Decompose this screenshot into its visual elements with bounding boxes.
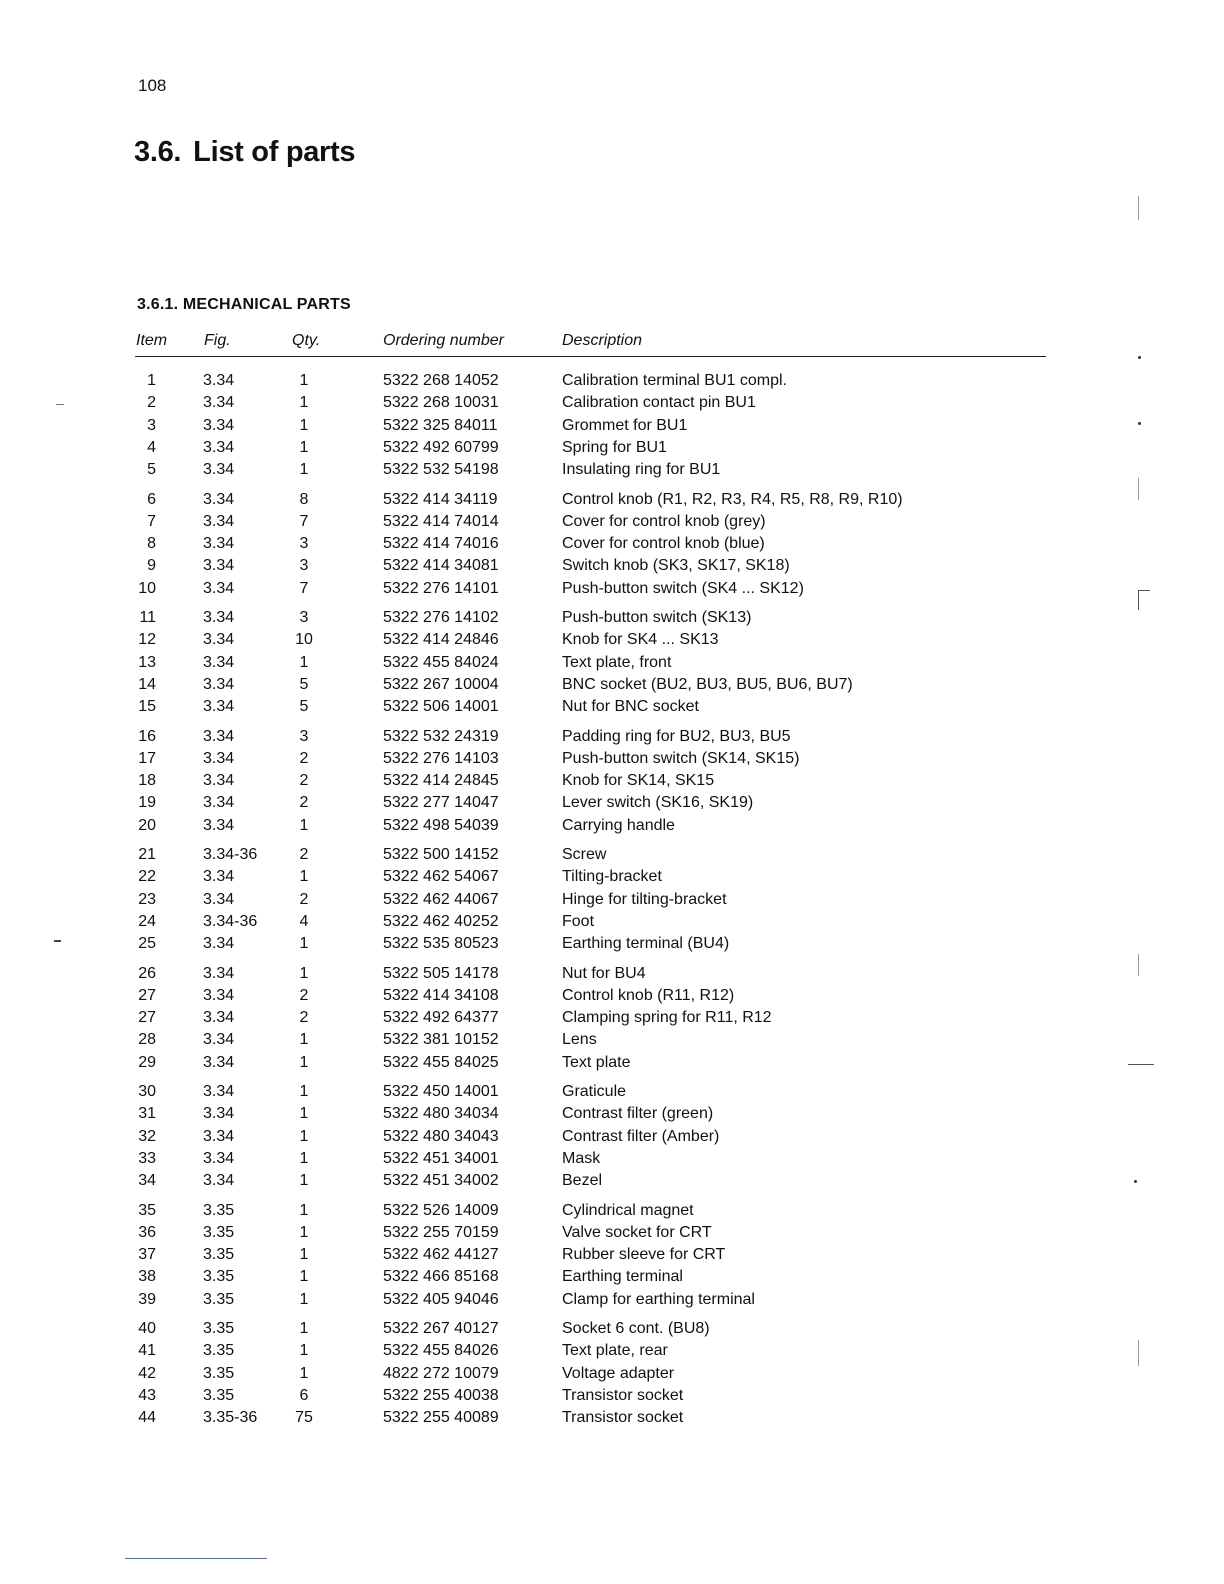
cell-description: Grommet for BU1: [562, 416, 688, 434]
scan-artifact: [1138, 954, 1139, 976]
cell-item: 7: [147, 512, 156, 530]
cell-qty: 2: [299, 890, 309, 908]
cell-qty: 5: [299, 675, 309, 693]
cell-description: Clamp for earthing terminal: [562, 1290, 755, 1308]
cell-item: 25: [138, 935, 156, 953]
cell-description: Hinge for tilting-bracket: [562, 890, 727, 908]
cell-qty: 1: [299, 372, 309, 389]
table-row: [0, 792, 1224, 813]
cell-qty: 2: [299, 1009, 309, 1027]
cell-qty: 1: [299, 1268, 309, 1286]
section-number: 3.6.: [134, 136, 182, 168]
cell-description: Push-button switch (SK14, SK15): [562, 749, 800, 767]
cell-ordering-number: 5322 526 14009: [383, 1201, 499, 1219]
page-number: 108: [138, 76, 167, 95]
table-row: [0, 1007, 1224, 1028]
cell-ordering-number: 5322 381 10152: [383, 1031, 499, 1049]
cell-item: 27: [138, 1009, 156, 1027]
table-row: [0, 578, 1224, 599]
cell-qty: 1: [299, 964, 309, 982]
cell-ordering-number: 5322 276 14103: [383, 749, 499, 767]
cell-description: Lever switch (SK16, SK19): [562, 794, 754, 812]
table-row: [0, 1103, 1224, 1124]
cell-description: Control knob (R11, R12): [562, 986, 735, 1004]
cell-fig: 3.34: [203, 964, 235, 982]
cell-item: 29: [138, 1053, 156, 1071]
cell-item: 41: [138, 1342, 156, 1360]
cell-fig: 3.34: [203, 1053, 235, 1071]
table-row: [0, 1222, 1224, 1243]
cell-item: 16: [138, 727, 156, 745]
cell-qty: 3: [299, 557, 309, 575]
cell-description: Screw: [562, 846, 607, 863]
scan-artifact: [1138, 422, 1141, 425]
table-row: [0, 1266, 1224, 1287]
cell-description: Valve socket for CRT: [562, 1223, 712, 1241]
column-header-qty: Qty.: [292, 332, 321, 349]
cell-description: Transistor socket: [562, 1386, 684, 1404]
cell-fig: 3.35: [203, 1320, 235, 1337]
cell-qty: 8: [299, 490, 309, 508]
table-row: [0, 1289, 1224, 1310]
cell-qty: 1: [299, 438, 309, 456]
scan-artifact: [54, 940, 61, 942]
cell-fig: 3.35: [203, 1201, 235, 1219]
cell-ordering-number: 5322 414 34108: [383, 986, 499, 1004]
cell-description: Cover for control knob (blue): [562, 535, 765, 553]
cell-ordering-number: 5322 414 74014: [383, 512, 499, 530]
cell-description: Knob for SK4 ... SK13: [562, 631, 719, 649]
cell-fig: 3.34: [203, 1031, 235, 1049]
cell-ordering-number: 5322 492 60799: [383, 438, 499, 456]
cell-ordering-number: 5322 505 14178: [383, 964, 499, 982]
cell-qty: 1: [299, 868, 309, 886]
cell-fig: 3.34: [203, 461, 235, 479]
table-row: [0, 1244, 1224, 1265]
cell-qty: 1: [299, 1342, 309, 1360]
table-row: [0, 1318, 1224, 1339]
cell-ordering-number: 5322 480 34043: [383, 1127, 499, 1145]
cell-qty: 1: [299, 1172, 309, 1190]
cell-description: Nut for BNC socket: [562, 698, 699, 716]
cell-description: Carrying handle: [562, 816, 675, 834]
cell-fig: 3.34: [203, 816, 235, 834]
table-row: [0, 1363, 1224, 1384]
cell-qty: 4: [299, 912, 309, 930]
cell-ordering-number: 5322 462 40252: [383, 912, 499, 930]
table-row: [0, 1200, 1224, 1221]
cell-fig: 3.34: [203, 490, 235, 508]
cell-ordering-number: 5322 466 85168: [383, 1268, 499, 1286]
cell-description: Knob for SK14, SK15: [562, 772, 715, 790]
table-row: [0, 985, 1224, 1006]
cell-item: 19: [138, 794, 156, 812]
table-row: [0, 770, 1224, 791]
cell-description: Voltage adapter: [562, 1364, 675, 1382]
cell-item: 33: [138, 1149, 156, 1167]
cell-qty: 1: [299, 816, 309, 834]
cell-ordering-number: 5322 255 40038: [383, 1386, 499, 1404]
cell-fig: 3.34: [203, 438, 235, 456]
cell-item: 27: [138, 986, 156, 1004]
cell-fig: 3.35: [203, 1246, 235, 1264]
table-row: [0, 889, 1224, 910]
cell-item: 44: [138, 1409, 156, 1427]
cell-ordering-number: 5322 325 84011: [383, 416, 498, 434]
cell-item: 14: [138, 675, 156, 693]
cell-description: Insulating ring for BU1: [562, 461, 721, 479]
cell-qty: 1: [299, 1105, 309, 1123]
cell-description: Calibration terminal BU1 compl.: [562, 372, 787, 389]
cell-ordering-number: 5322 492 64377: [383, 1009, 499, 1027]
cell-qty: 1: [299, 394, 309, 412]
scan-artifact: [1138, 356, 1141, 359]
cell-item: 28: [138, 1031, 156, 1049]
cell-description: Calibration contact pin BU1: [562, 394, 756, 412]
cell-fig: 3.34: [203, 1149, 235, 1167]
cell-qty: 1: [299, 461, 309, 479]
table-row: [0, 629, 1224, 650]
cell-ordering-number: 5322 462 44067: [383, 890, 499, 908]
cell-item: 18: [138, 772, 156, 790]
cell-ordering-number: 5322 276 14101: [383, 579, 499, 597]
cell-item: 22: [138, 868, 156, 886]
cell-qty: 1: [299, 1053, 309, 1071]
cell-ordering-number: 5322 277 14047: [383, 794, 499, 812]
cell-ordering-number: 5322 405 94046: [383, 1290, 499, 1308]
cell-item: 32: [138, 1127, 156, 1145]
cell-ordering-number: 5322 414 24846: [383, 631, 499, 649]
cell-description: Nut for BU4: [562, 964, 646, 982]
table-row: [0, 844, 1224, 865]
cell-qty: 2: [299, 794, 309, 812]
cell-qty: 3: [299, 535, 309, 553]
cell-ordering-number: 5322 498 54039: [383, 816, 499, 834]
footer-rule: [125, 1558, 267, 1559]
cell-item: 1: [147, 372, 156, 389]
table-row: [0, 1148, 1224, 1169]
cell-item: 40: [138, 1320, 156, 1337]
table-row: [0, 1340, 1224, 1361]
cell-item: 23: [138, 890, 156, 908]
cell-fig: 3.34: [203, 675, 235, 693]
cell-ordering-number: 5322 480 34034: [383, 1105, 499, 1123]
cell-fig: 3.35: [203, 1386, 235, 1404]
cell-fig: 3.35-36: [203, 1409, 258, 1427]
cell-description: Text plate: [562, 1053, 631, 1071]
cell-item: 37: [138, 1246, 156, 1264]
cell-fig: 3.34: [203, 868, 235, 886]
cell-ordering-number: 5322 532 54198: [383, 461, 499, 479]
table-row: [0, 866, 1224, 887]
table-row: [0, 555, 1224, 576]
cell-item: 9: [147, 557, 156, 575]
cell-qty: 6: [299, 1386, 309, 1404]
cell-fig: 3.34: [203, 416, 235, 434]
cell-description: Tilting-bracket: [562, 868, 662, 886]
cell-description: Cylindrical magnet: [562, 1201, 694, 1219]
cell-item: 4: [147, 438, 156, 456]
table-row: [0, 1052, 1224, 1073]
cell-fig: 3.34: [203, 579, 235, 597]
cell-ordering-number: 5322 455 84024: [383, 653, 499, 671]
cell-description: Mask: [562, 1149, 601, 1167]
cell-description: Contrast filter (green): [562, 1105, 714, 1123]
cell-qty: 5: [299, 698, 309, 716]
cell-item: 21: [138, 846, 156, 863]
cell-description: Control knob (R1, R2, R3, R4, R5, R8, R9, R10): [562, 490, 903, 508]
cell-item: 5: [147, 461, 156, 479]
cell-fig: 3.35: [203, 1290, 235, 1308]
cell-fig: 3.34: [203, 890, 235, 908]
scan-artifact: [1138, 196, 1139, 220]
cell-qty: 2: [299, 846, 309, 863]
cell-ordering-number: 5322 451 34001: [383, 1149, 499, 1167]
cell-ordering-number: 5322 276 14102: [383, 609, 499, 626]
cell-fig: 3.34: [203, 772, 235, 790]
cell-ordering-number: 5322 268 10031: [383, 394, 499, 412]
cell-item: 15: [138, 698, 156, 716]
scan-artifact: [1138, 478, 1139, 500]
cell-fig: 3.34: [203, 986, 235, 1004]
cell-ordering-number: 5322 455 84025: [383, 1053, 499, 1071]
table-row: [0, 370, 1224, 391]
cell-ordering-number: 5322 500 14152: [383, 846, 499, 863]
cell-fig: 3.34: [203, 1009, 235, 1027]
cell-item: 3: [147, 416, 156, 434]
cell-qty: 1: [299, 653, 309, 671]
cell-ordering-number: 5322 414 24845: [383, 772, 499, 790]
table-row: [0, 1081, 1224, 1102]
cell-item: 17: [138, 749, 156, 767]
cell-fig: 3.35: [203, 1223, 235, 1241]
cell-description: Lens: [562, 1031, 597, 1049]
table-row: [0, 392, 1224, 413]
cell-description: Padding ring for BU2, BU3, BU5: [562, 727, 791, 745]
cell-qty: 1: [299, 1320, 309, 1337]
cell-qty: 7: [299, 579, 309, 597]
table-row: [0, 911, 1224, 932]
table-row: [0, 1126, 1224, 1147]
cell-description: Text plate, front: [562, 653, 672, 671]
cell-ordering-number: 5322 255 70159: [383, 1223, 499, 1241]
cell-fig: 3.34: [203, 1083, 235, 1100]
table-row: [0, 963, 1224, 984]
cell-fig: 3.34: [203, 698, 235, 716]
cell-description: Switch knob (SK3, SK17, SK18): [562, 557, 790, 575]
cell-qty: 1: [299, 935, 309, 953]
cell-item: 12: [138, 631, 156, 649]
cell-ordering-number: 5322 450 14001: [383, 1083, 499, 1100]
cell-item: 35: [138, 1201, 156, 1219]
scan-artifact: [1138, 590, 1139, 610]
cell-fig: 3.34: [203, 372, 235, 389]
subsection-heading: 3.6.1. MECHANICAL PARTS: [137, 296, 351, 313]
scan-artifact: [1138, 1340, 1139, 1366]
cell-description: Rubber sleeve for CRT: [562, 1246, 726, 1264]
cell-ordering-number: 5322 462 44127: [383, 1246, 499, 1264]
column-header-ordering-number: Ordering number: [383, 332, 504, 349]
table-row: [0, 1170, 1224, 1191]
cell-qty: 3: [299, 727, 309, 745]
cell-item: 24: [138, 912, 156, 930]
cell-description: Contrast filter (Amber): [562, 1127, 720, 1145]
table-row: [0, 1407, 1224, 1428]
cell-description: Graticule: [562, 1083, 627, 1100]
cell-item: 34: [138, 1172, 156, 1190]
cell-fig: 3.34-36: [203, 912, 258, 930]
cell-item: 11: [139, 609, 156, 626]
table-row: [0, 511, 1224, 532]
cell-item: 38: [138, 1268, 156, 1286]
cell-item: 20: [138, 816, 156, 834]
cell-item: 26: [138, 964, 156, 982]
cell-qty: 1: [299, 1127, 309, 1145]
scan-artifact: [1128, 1064, 1154, 1065]
cell-ordering-number: 4822 272 10079: [383, 1364, 499, 1382]
table-row: [0, 533, 1224, 554]
cell-item: 13: [138, 653, 156, 671]
cell-fig: 3.34: [203, 1172, 235, 1190]
cell-fig: 3.34: [203, 535, 235, 553]
cell-fig: 3.34: [203, 631, 235, 649]
cell-ordering-number: 5322 451 34002: [383, 1172, 499, 1190]
table-row: [0, 748, 1224, 769]
cell-ordering-number: 5322 267 40127: [383, 1320, 499, 1337]
cell-description: Spring for BU1: [562, 438, 667, 456]
scan-artifact: [56, 404, 64, 405]
table-row: [0, 652, 1224, 673]
cell-description: Earthing terminal (BU4): [562, 935, 730, 953]
cell-item: 39: [138, 1290, 156, 1308]
cell-item: 36: [138, 1223, 156, 1241]
table-row: [0, 726, 1224, 747]
cell-ordering-number: 5322 414 74016: [383, 535, 499, 553]
cell-fig: 3.34: [203, 935, 235, 953]
cell-fig: 3.35: [203, 1268, 235, 1286]
cell-qty: 2: [299, 749, 309, 767]
cell-description: Push-button switch (SK4 ... SK12): [562, 579, 804, 597]
cell-description: Socket 6 cont. (BU8): [562, 1320, 710, 1337]
cell-item: 8: [147, 535, 156, 553]
cell-qty: 1: [299, 1201, 309, 1219]
section-title-text: List of parts: [193, 136, 356, 168]
table-row: [0, 674, 1224, 695]
cell-fig: 3.35: [203, 1364, 235, 1382]
cell-qty: 3: [299, 609, 309, 626]
cell-item: 43: [138, 1386, 156, 1404]
cell-description: Foot: [562, 912, 595, 930]
cell-ordering-number: 5322 414 34081: [383, 557, 499, 575]
cell-description: BNC socket (BU2, BU3, BU5, BU6, BU7): [562, 675, 853, 693]
cell-fig: 3.34: [203, 727, 235, 745]
cell-description: Transistor socket: [562, 1409, 684, 1427]
table-row: [0, 1385, 1224, 1406]
cell-qty: 1: [299, 1290, 309, 1308]
cell-fig: 3.34: [203, 1127, 235, 1145]
cell-fig: 3.34-36: [203, 846, 258, 863]
cell-ordering-number: 5322 268 14052: [383, 372, 499, 389]
cell-description: Push-button switch (SK13): [562, 609, 752, 626]
cell-fig: 3.34: [203, 394, 235, 412]
cell-qty: 1: [299, 1246, 309, 1264]
cell-qty: 75: [295, 1409, 313, 1427]
column-header-item: Item: [136, 332, 168, 349]
cell-qty: 10: [295, 631, 313, 649]
cell-fig: 3.34: [203, 609, 235, 626]
cell-item: 42: [138, 1364, 156, 1382]
cell-fig: 3.34: [203, 557, 235, 575]
cell-description: Earthing terminal: [562, 1268, 683, 1286]
cell-ordering-number: 5322 267 10004: [383, 675, 499, 693]
table-row: [0, 415, 1224, 436]
cell-qty: 1: [299, 416, 309, 434]
cell-ordering-number: 5322 462 54067: [383, 868, 499, 886]
cell-fig: 3.35: [203, 1342, 235, 1360]
cell-item: 10: [138, 579, 156, 597]
table-row: [0, 437, 1224, 458]
cell-qty: 1: [299, 1149, 309, 1167]
cell-fig: 3.34: [203, 794, 235, 812]
column-header-description: Description: [562, 332, 643, 349]
cell-ordering-number: 5322 455 84026: [383, 1342, 499, 1360]
cell-fig: 3.34: [203, 512, 235, 530]
cell-qty: 1: [299, 1364, 309, 1382]
table-row: [0, 933, 1224, 954]
cell-ordering-number: 5322 506 14001: [383, 698, 499, 716]
cell-description: Cover for control knob (grey): [562, 512, 766, 530]
cell-fig: 3.34: [203, 749, 235, 767]
table-row: [0, 815, 1224, 836]
cell-qty: 1: [299, 1031, 309, 1049]
scan-artifact: [1134, 1180, 1137, 1183]
cell-ordering-number: 5322 532 24319: [383, 727, 499, 745]
cell-qty: 2: [299, 772, 309, 790]
cell-item: 6: [147, 490, 156, 508]
cell-ordering-number: 5322 535 80523: [383, 935, 499, 953]
cell-fig: 3.34: [203, 653, 235, 671]
cell-qty: 1: [299, 1083, 309, 1100]
cell-ordering-number: 5322 414 34119: [383, 490, 498, 508]
column-header-fig: Fig.: [204, 332, 231, 349]
cell-description: Clamping spring for R11, R12: [562, 1009, 772, 1027]
cell-item: 31: [138, 1105, 156, 1123]
cell-item: 2: [147, 394, 156, 412]
cell-fig: 3.34: [203, 1105, 235, 1123]
table-row: [0, 1029, 1224, 1050]
table-row: [0, 696, 1224, 717]
cell-description: Text plate, rear: [562, 1342, 668, 1360]
cell-qty: 1: [299, 1223, 309, 1241]
cell-ordering-number: 5322 255 40089: [383, 1409, 499, 1427]
cell-qty: 2: [299, 986, 309, 1004]
cell-qty: 7: [299, 512, 309, 530]
table-row: [0, 489, 1224, 510]
cell-item: 30: [138, 1083, 156, 1100]
cell-description: Bezel: [562, 1172, 603, 1190]
table-row: [0, 607, 1224, 628]
table-row: [0, 459, 1224, 480]
scan-artifact: [1138, 590, 1150, 591]
